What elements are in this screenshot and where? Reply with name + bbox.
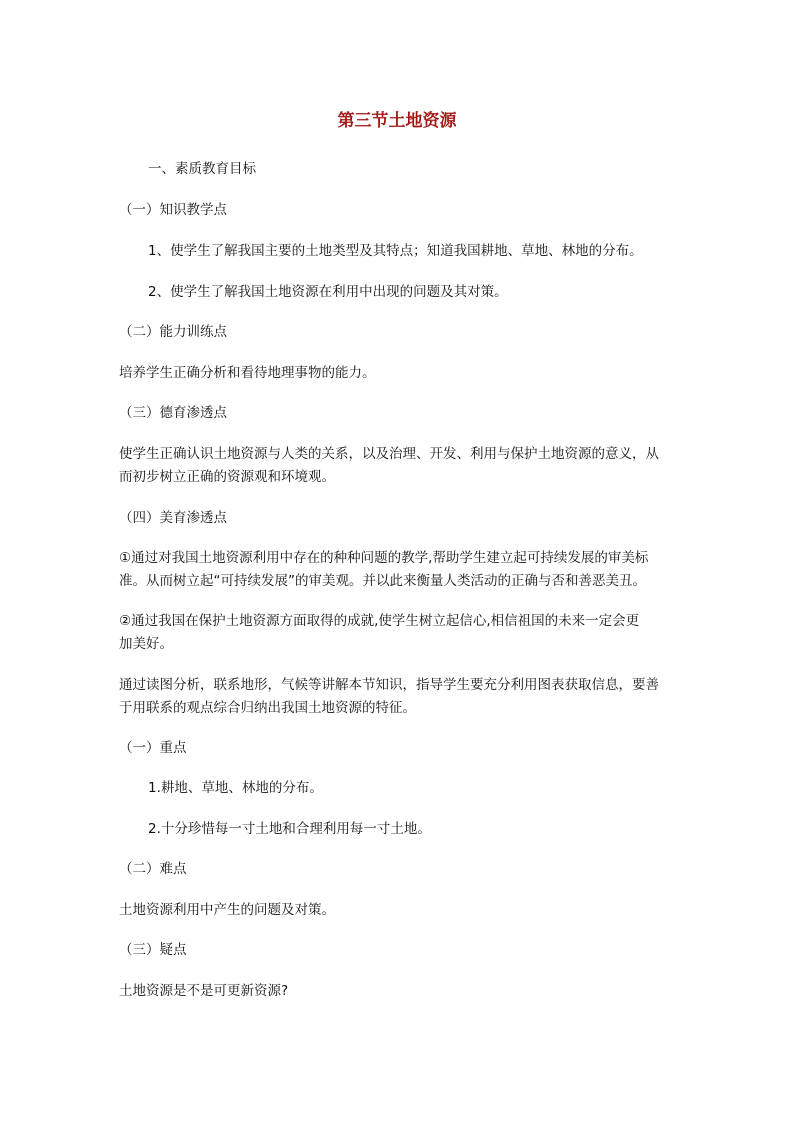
paragraph-line: 培养学生正确分析和看待地理事物的能力。 [119,365,376,381]
subsection-heading: （四）美育渗透点 [119,510,227,526]
subsection-heading: （二）能力训练点 [119,324,227,340]
paragraph-line: 于用联系的观点综合归纳出我国土地资源的特征。 [119,700,416,716]
paragraph-line: 1、使学生了解我国主要的土地类型及其特点；知道我国耕地、草地、林地的分布。 [148,243,643,259]
section-heading: 一、素质教育目标 [148,161,256,177]
subsection-heading: （三）德育渗透点 [119,405,227,421]
subsection-heading: （三）疑点 [119,942,187,958]
paragraph-line: 加美好。 [119,636,173,652]
paragraph-line: 准。从而树立起“可持续发展”的审美观。并以此来衡量人类活动的正确与否和善恶美丑。 [119,573,646,589]
paragraph-line: 通过读图分析，联系地形，气候等讲解本节知识，指导学生要充分利用图表获取信息，要善 [119,677,659,693]
paragraph-line: 使学生正确认识土地资源与人类的关系，以及治理、开发、利用与保护土地资源的意义，从 [119,446,659,462]
paragraph-line: 土地资源是不是可更新资源? [119,983,289,999]
document-title: 第三节土地资源 [337,111,457,131]
paragraph-line: 而初步树立正确的资源观和环境观。 [119,469,335,485]
paragraph-line: 2.十分珍惜每一寸土地和合理利用每一寸土地。 [148,821,431,837]
paragraph-line: ②通过我国在保护土地资源方面取得的成就,使学生树立起信心,相信祖国的未来一定会更 [119,613,640,629]
paragraph-line: 2、使学生了解我国土地资源在利用中出现的问题及其对策。 [148,284,508,300]
subsection-heading: （二）难点 [119,861,187,877]
paragraph-line: ①通过对我国土地资源利用中存在的种种问题的教学,帮助学生建立起可持续发展的审美标 [119,550,649,566]
paragraph-line: 土地资源利用中产生的问题及对策。 [119,902,335,918]
subsection-heading: （一）重点 [119,740,187,756]
subsection-heading: （一）知识教学点 [119,202,227,218]
paragraph-line: 1.耕地、草地、林地的分布。 [148,780,323,796]
